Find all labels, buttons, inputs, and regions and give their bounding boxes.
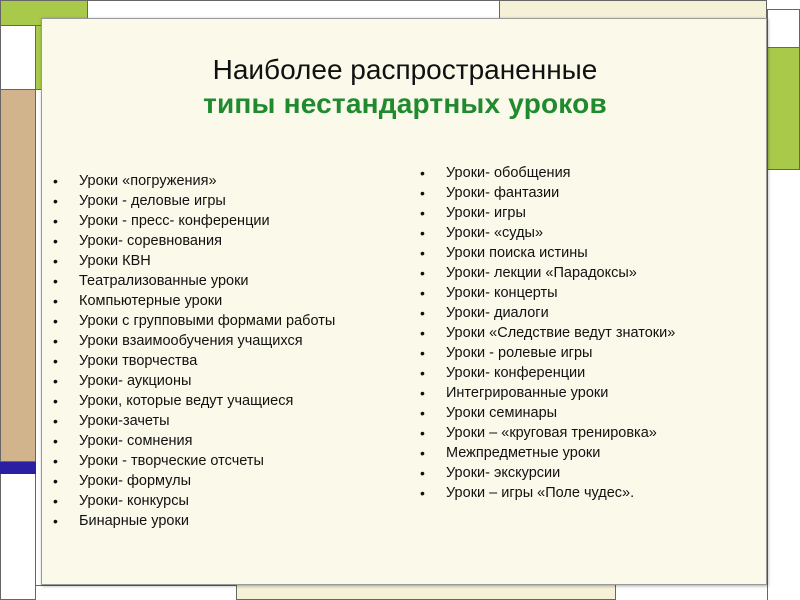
decor-block-tan-left	[0, 90, 36, 462]
list-item: • Уроки-зачеты	[53, 411, 335, 431]
list-item: • Уроки- концерты	[420, 283, 675, 303]
list-item: • Уроки КВН	[53, 251, 335, 271]
list-item: • Уроки- сомнения	[53, 431, 335, 451]
list-item: • Уроки- формулы	[53, 471, 335, 491]
list-item: • Уроки с групповыми формами работы	[53, 311, 335, 331]
list-item: • Уроки «погружения»	[53, 171, 335, 191]
list-item: • Уроки - творческие отсчеты	[53, 451, 335, 471]
decor-block-white-left	[0, 26, 36, 90]
decor-block-white-right	[767, 10, 800, 48]
list-item: • Уроки- обобщения	[420, 163, 675, 183]
list-item: • Уроки- фантазии	[420, 183, 675, 203]
list-item: • Интегрированные уроки	[420, 383, 675, 403]
decor-block-bottom-left	[36, 585, 236, 600]
list-item: • Театрализованные уроки	[53, 271, 335, 291]
list-item: • Уроки семинары	[420, 403, 675, 423]
decor-block-white-bottom-left	[0, 474, 36, 600]
slide-title-line-2: типы нестандартных уроков	[203, 88, 607, 119]
list-item: • Уроки, которые ведут учащиеся	[53, 391, 335, 411]
lesson-types-list-left	[53, 171, 335, 531]
list-item: • Уроки- конференции	[420, 363, 675, 383]
list-item: • Уроки- лекции «Парадоксы»	[420, 263, 675, 283]
list-item: • Уроки - деловые игры	[53, 191, 335, 211]
list-item: • Уроки взаимообучения учащихся	[53, 331, 335, 351]
slide-title	[42, 53, 768, 121]
slide-panel	[41, 18, 767, 585]
decor-block-white-corner	[767, 0, 800, 10]
list-item: • Уроки- соревнования	[53, 231, 335, 251]
list-item: • Уроки – игры «Поле чудес».	[420, 483, 675, 503]
lesson-types-list-right	[420, 163, 675, 503]
list-item: • Уроки- экскурсии	[420, 463, 675, 483]
list-item: • Уроки поиска истины	[420, 243, 675, 263]
list-item: • Бинарные уроки	[53, 511, 335, 531]
decor-block-green-right	[767, 48, 800, 170]
list-item: • Уроки «Следствие ведут знатоки»	[420, 323, 675, 343]
slide-title-line-1: Наиболее распространенные	[212, 54, 598, 85]
decor-block-white-right-bottom	[767, 170, 800, 600]
list-item: • Уроки творчества	[53, 351, 335, 371]
list-item: • Компьютерные уроки	[53, 291, 335, 311]
decor-stripe-blue	[0, 462, 36, 474]
list-item: • Уроки – «круговая тренировка»	[420, 423, 675, 443]
list-item: • Уроки- диалоги	[420, 303, 675, 323]
list-item: • Уроки- аукционы	[53, 371, 335, 391]
list-item: • Уроки- игры	[420, 203, 675, 223]
list-item: • Межпредметные уроки	[420, 443, 675, 463]
list-item: • Уроки - ролевые игры	[420, 343, 675, 363]
list-item: • Уроки - пресс- конференции	[53, 211, 335, 231]
list-item: • Уроки- «суды»	[420, 223, 675, 243]
list-item: • Уроки- конкурсы	[53, 491, 335, 511]
